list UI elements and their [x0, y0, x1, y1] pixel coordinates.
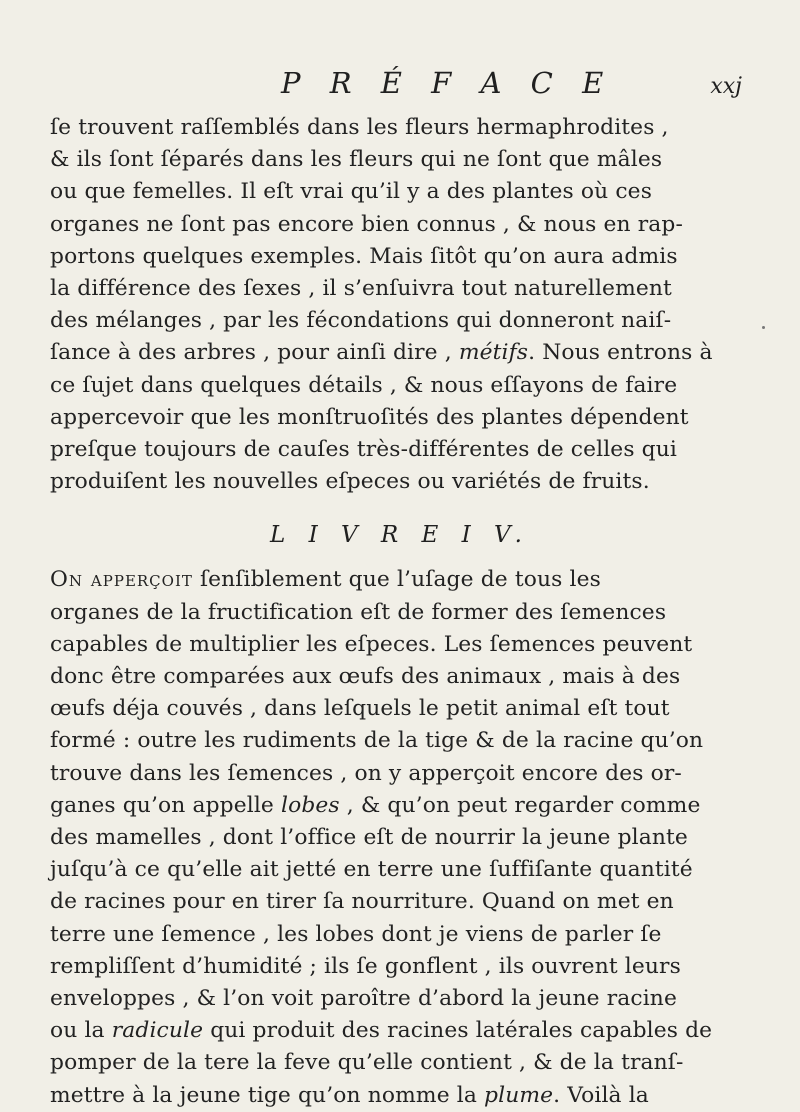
text-line: de racines pour en tirer ſa nourriture. Quand on met en [50, 889, 674, 915]
italic-term: plume [484, 1082, 554, 1108]
paragraph-main [50, 564, 750, 1111]
text-line: produiſent les nouvelles eſpeces ou variétés de fruits. [50, 469, 650, 495]
text-line: terre une ſemence , les lobes dont je viens de parler ſe [50, 921, 662, 947]
text-line: ce ſujet dans quelques détails , & nous eſſayons de faire [50, 372, 678, 398]
text-line: des mamelles , dont l’office eſt de nourrir la jeune plante [50, 825, 688, 851]
section-heading: L I V R E I V. [270, 522, 530, 549]
italic-term: radicule [111, 1018, 204, 1044]
text-line: des mélanges , par les fécondations qui donneront naiſ- [50, 308, 672, 334]
text-line [50, 1015, 750, 1047]
text-segment: . Voilà la [553, 1082, 649, 1108]
text-line [50, 790, 750, 822]
text-line: organes de la fructification eſt de former des ſemences [50, 599, 667, 625]
text-line [50, 337, 750, 369]
text-line: ou que femelles. Il eſt vrai qu’il y a des plantes où ces [50, 179, 652, 205]
italic-term: lobes [280, 792, 340, 818]
page-speck [762, 326, 765, 329]
lead-in-smallcaps: On apperçoit [50, 567, 193, 593]
running-title: P R É F A C E [281, 66, 614, 100]
text-line [50, 564, 750, 596]
text-line: la différence des ſexes , il s’enſuivra tout naturellement [50, 276, 672, 302]
page-header [50, 58, 750, 112]
text-segment: ou la [50, 1018, 112, 1044]
text-line: & ils ſont ſéparés dans les fleurs qui ne ſont que mâles [50, 147, 663, 173]
text-line: formé : outre les rudiments de la tige & de la racine qu’on [50, 728, 704, 754]
text-line: rempliſſent d’humidité ; ils ſe gonflent , ils ouvrent leurs [50, 953, 681, 979]
text-line: juſqu’à ce qu’elle ait jetté en terre une ſuffiſante quantité [50, 857, 693, 883]
text-line: donc être comparées aux œufs des animaux , mais à des [50, 664, 681, 690]
text-line: appercevoir que les monſtruoſités des plantes dépendent [50, 404, 689, 430]
text-line: capables de multiplier les eſpeces. Les ſemences peuvent [50, 631, 693, 657]
text-line: portons quelques exemples. Mais ſitôt qu’on aura admis [50, 243, 678, 269]
text-line: trouve dans les ſemences , on y apperçoit encore des or- [50, 760, 682, 786]
text-line: preſque toujours de cauſes très-différentes de celles qui [50, 437, 677, 463]
page-number: xxj [710, 74, 742, 99]
text-segment: ganes qu’on appelle [50, 792, 281, 818]
text-line: ſe trouvent raſſemblés dans les fleurs hermaphrodites , [50, 115, 669, 140]
paragraph-intro [50, 112, 750, 498]
italic-term: métifs [458, 340, 529, 366]
text-segment: qui produit des racines latérales capables de [203, 1018, 713, 1044]
text-segment: mettre à la jeune tige qu’on nomme la [50, 1082, 485, 1108]
text-line: œufs déja couvés , dans leſquels le petit animal eſt tout [50, 696, 670, 722]
text-line [50, 1080, 750, 1112]
text-segment: , & qu’on peut regarder comme [339, 792, 701, 818]
text-segment: ſenſiblement que l’uſage de tous les [192, 567, 601, 593]
text-line: enveloppes , & l’on voit paroître d’abord la jeune racine [50, 986, 677, 1012]
text-line: pomper de la tere la feve qu’elle contient , & de la tranſ- [50, 1050, 684, 1076]
text-segment: . Nous entrons à [528, 340, 713, 366]
text-segment: ſance à des arbres , pour ainſi dire , [50, 340, 459, 366]
text-line: organes ne ſont pas encore bien connus , & nous en rap- [50, 211, 683, 237]
